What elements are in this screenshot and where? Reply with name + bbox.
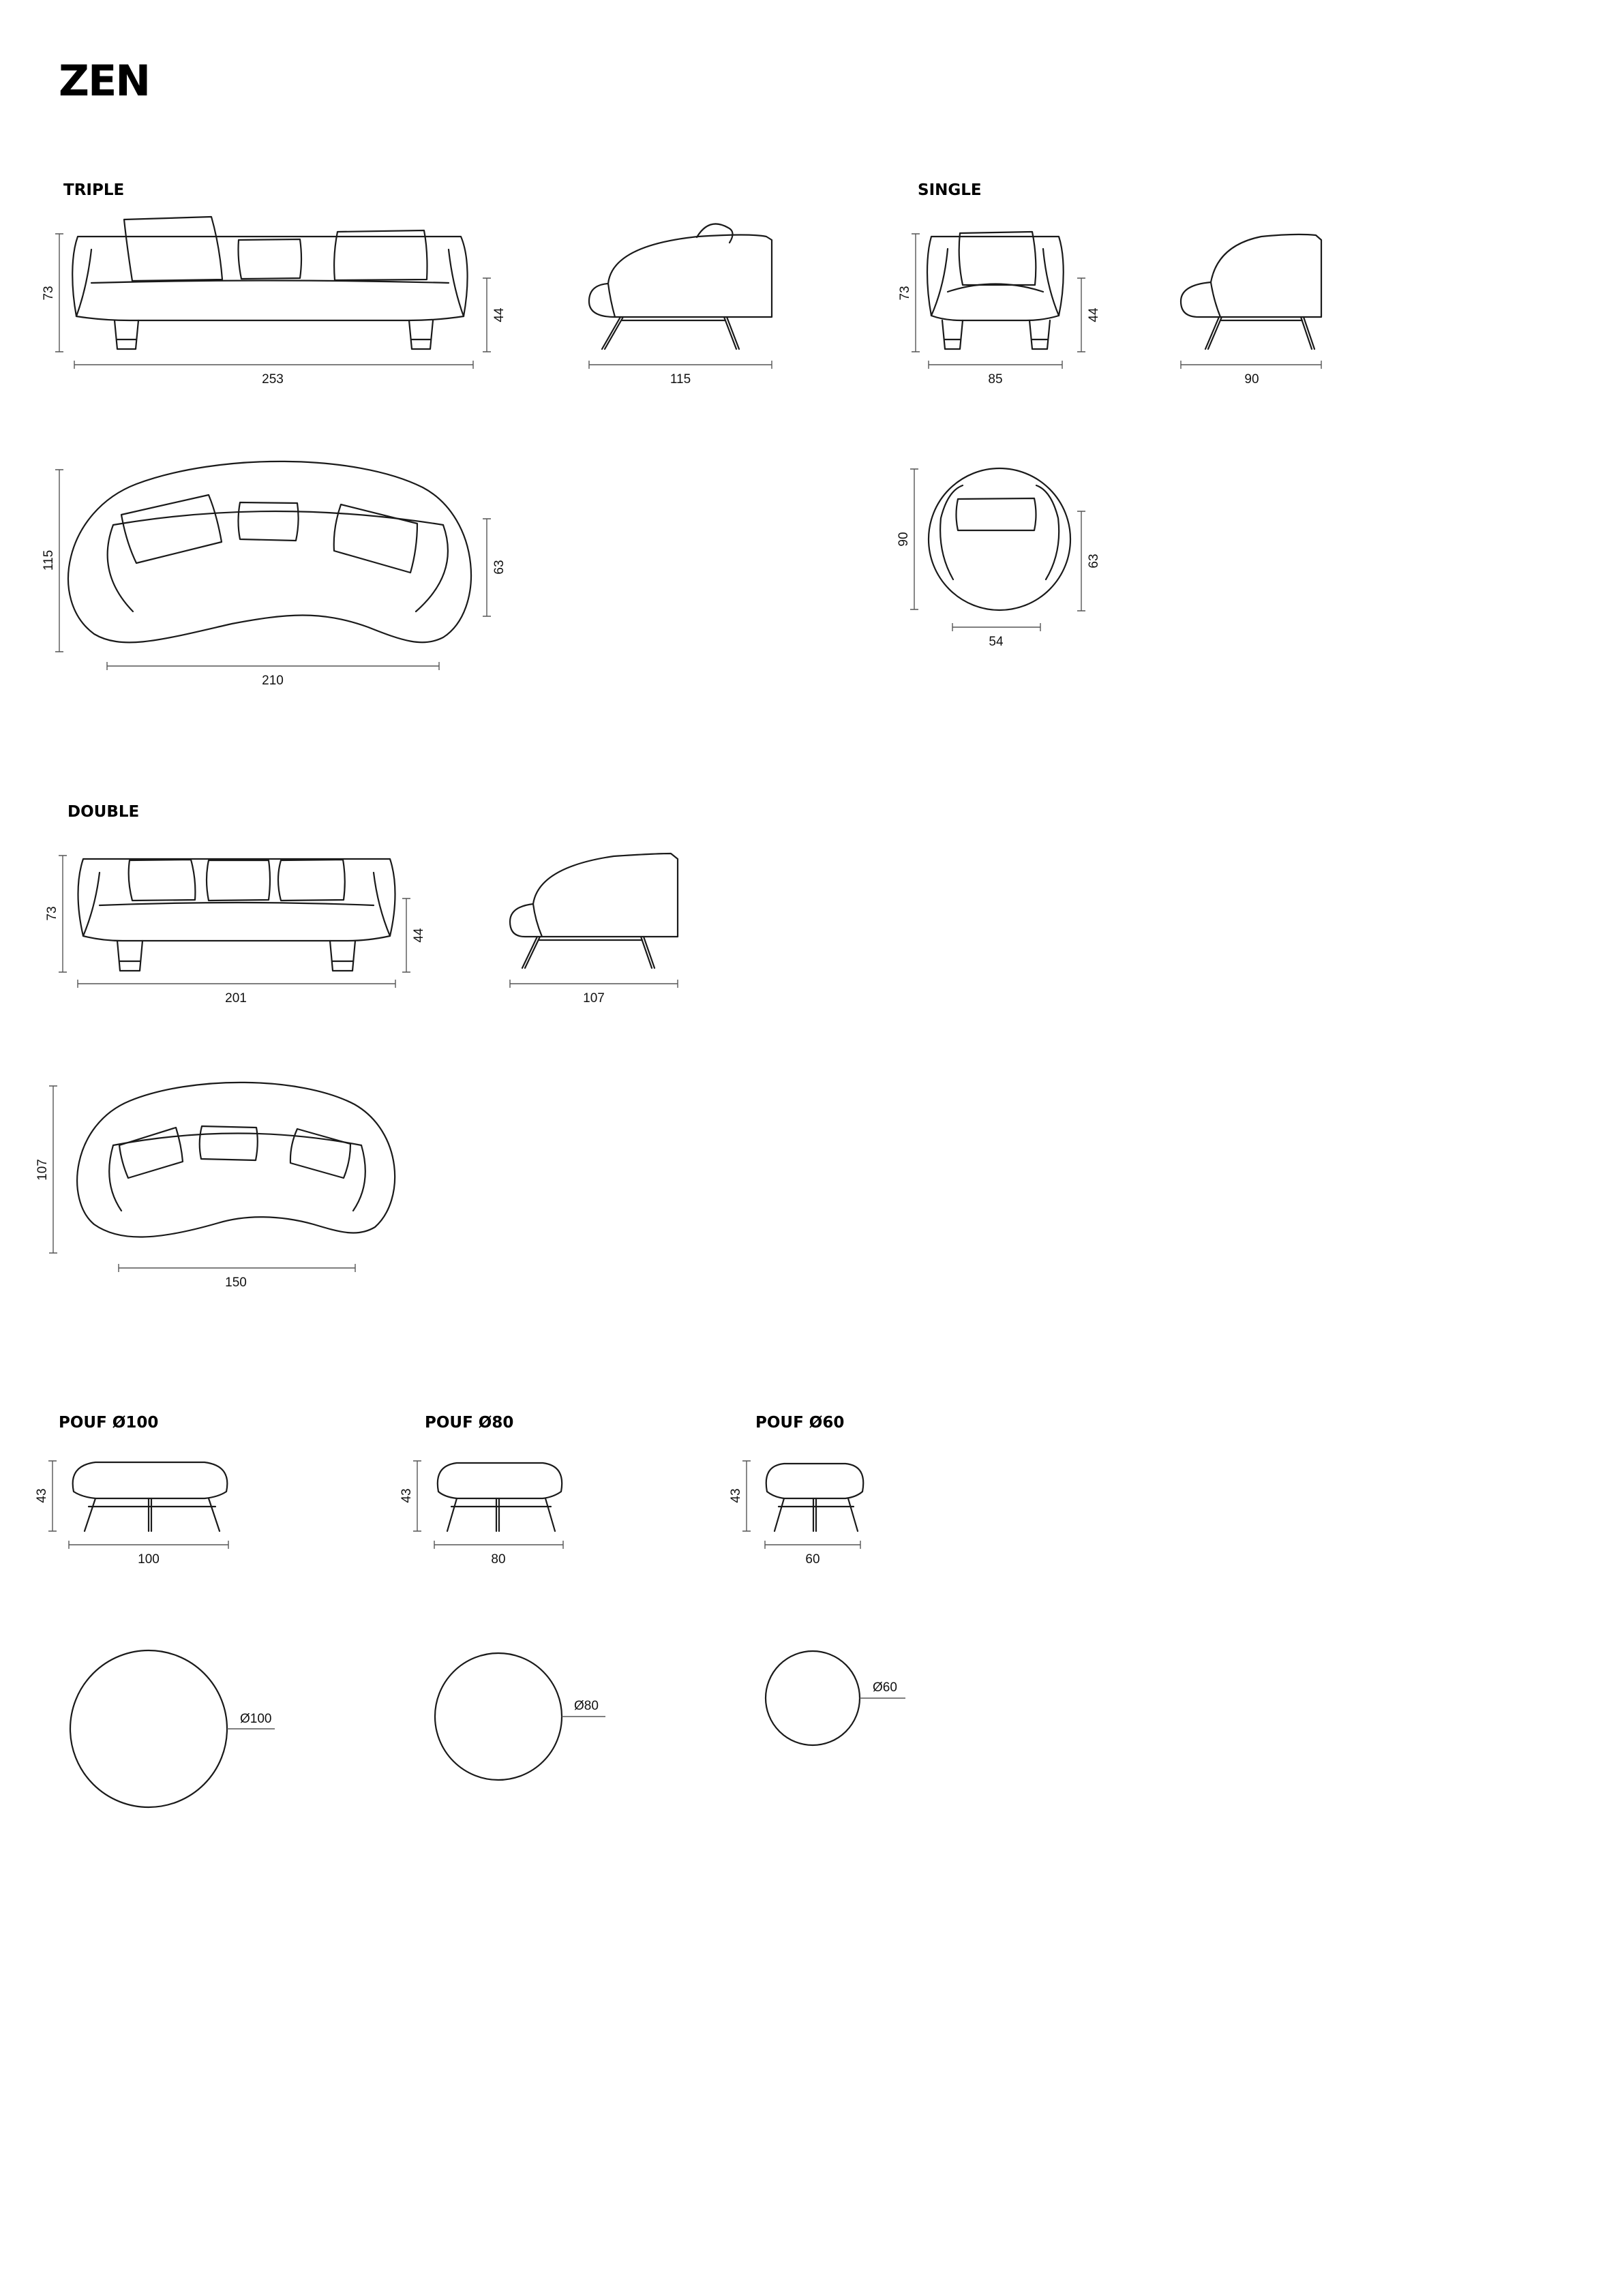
section-title-triple: TRIPLE (63, 181, 125, 199)
pouf-100-top-view (70, 1650, 275, 1807)
section-title-single: SINGLE (918, 181, 982, 199)
section-title-double: DOUBLE (67, 803, 140, 821)
pouf-60-front-view (766, 1464, 864, 1531)
double-front-width-label: 201 (225, 991, 247, 1006)
double-front-dimensions (45, 856, 426, 1006)
single-front-height-label: 73 (898, 286, 912, 301)
double-top-depth-label: 107 (35, 1159, 50, 1181)
pouf-80-diameter-label: Ø80 (574, 1699, 599, 1713)
double-top-width-label: 150 (225, 1275, 247, 1290)
single-front-view (927, 232, 1064, 349)
section-title-pouf-100: POUF Ø100 (59, 1414, 159, 1432)
pouf-100-diameter-label: Ø100 (240, 1712, 272, 1726)
double-side-dimensions (510, 980, 678, 1006)
single-top-view (929, 468, 1070, 610)
triple-top-view (68, 462, 471, 643)
section-title-pouf-60: POUF Ø60 (755, 1414, 845, 1432)
single-top-dimensions (897, 469, 1101, 649)
pouf-80-top-view (435, 1653, 605, 1780)
double-front-seat-label: 44 (412, 928, 426, 943)
single-front-seat-label: 44 (1087, 307, 1101, 322)
pouf-100-front-view (73, 1462, 228, 1531)
triple-front-seat-label: 44 (492, 307, 507, 322)
pouf-60-height-label: 43 (729, 1488, 743, 1503)
triple-top-width-label: 210 (262, 674, 284, 688)
double-side-view (510, 854, 678, 968)
double-top-view (77, 1083, 395, 1237)
triple-front-view (72, 217, 467, 349)
triple-side-view (589, 224, 772, 349)
pouf-80-height-label: 43 (400, 1488, 414, 1503)
single-top-width-label: 54 (989, 635, 1004, 649)
double-side-depth-label: 107 (583, 991, 605, 1006)
single-side-dimensions (1181, 361, 1321, 387)
pouf-100-height-label: 43 (35, 1488, 49, 1503)
pouf-100-front-dimensions (35, 1461, 228, 1567)
triple-side-depth-label: 115 (670, 372, 691, 387)
page-title: ZEN (59, 56, 150, 106)
single-top-depth-label: 90 (897, 532, 911, 547)
double-front-view (78, 859, 395, 971)
pouf-100-width-label: 100 (138, 1552, 160, 1567)
single-front-width-label: 85 (988, 372, 1003, 387)
pouf-60-top-view (766, 1651, 905, 1745)
single-side-view (1181, 235, 1321, 349)
pouf-60-front-dimensions (729, 1461, 860, 1567)
triple-top-depth-label: 115 (42, 549, 56, 571)
pouf-60-diameter-label: Ø60 (873, 1680, 897, 1695)
pouf-80-front-dimensions (400, 1461, 563, 1567)
single-top-seat-label: 63 (1087, 554, 1101, 569)
section-title-pouf-80: POUF Ø80 (425, 1414, 514, 1432)
double-top-dimensions (35, 1086, 355, 1290)
triple-front-dimensions (42, 234, 507, 387)
pouf-80-width-label: 80 (491, 1552, 506, 1567)
triple-front-width-label: 253 (262, 372, 284, 387)
pouf-60-width-label: 60 (805, 1552, 820, 1567)
double-front-height-label: 73 (45, 906, 59, 921)
single-side-depth-label: 90 (1244, 372, 1259, 387)
triple-top-seat-label: 63 (492, 560, 507, 575)
pouf-80-front-view (438, 1463, 562, 1531)
triple-front-height-label: 73 (42, 286, 56, 301)
triple-side-dimensions (589, 361, 772, 387)
